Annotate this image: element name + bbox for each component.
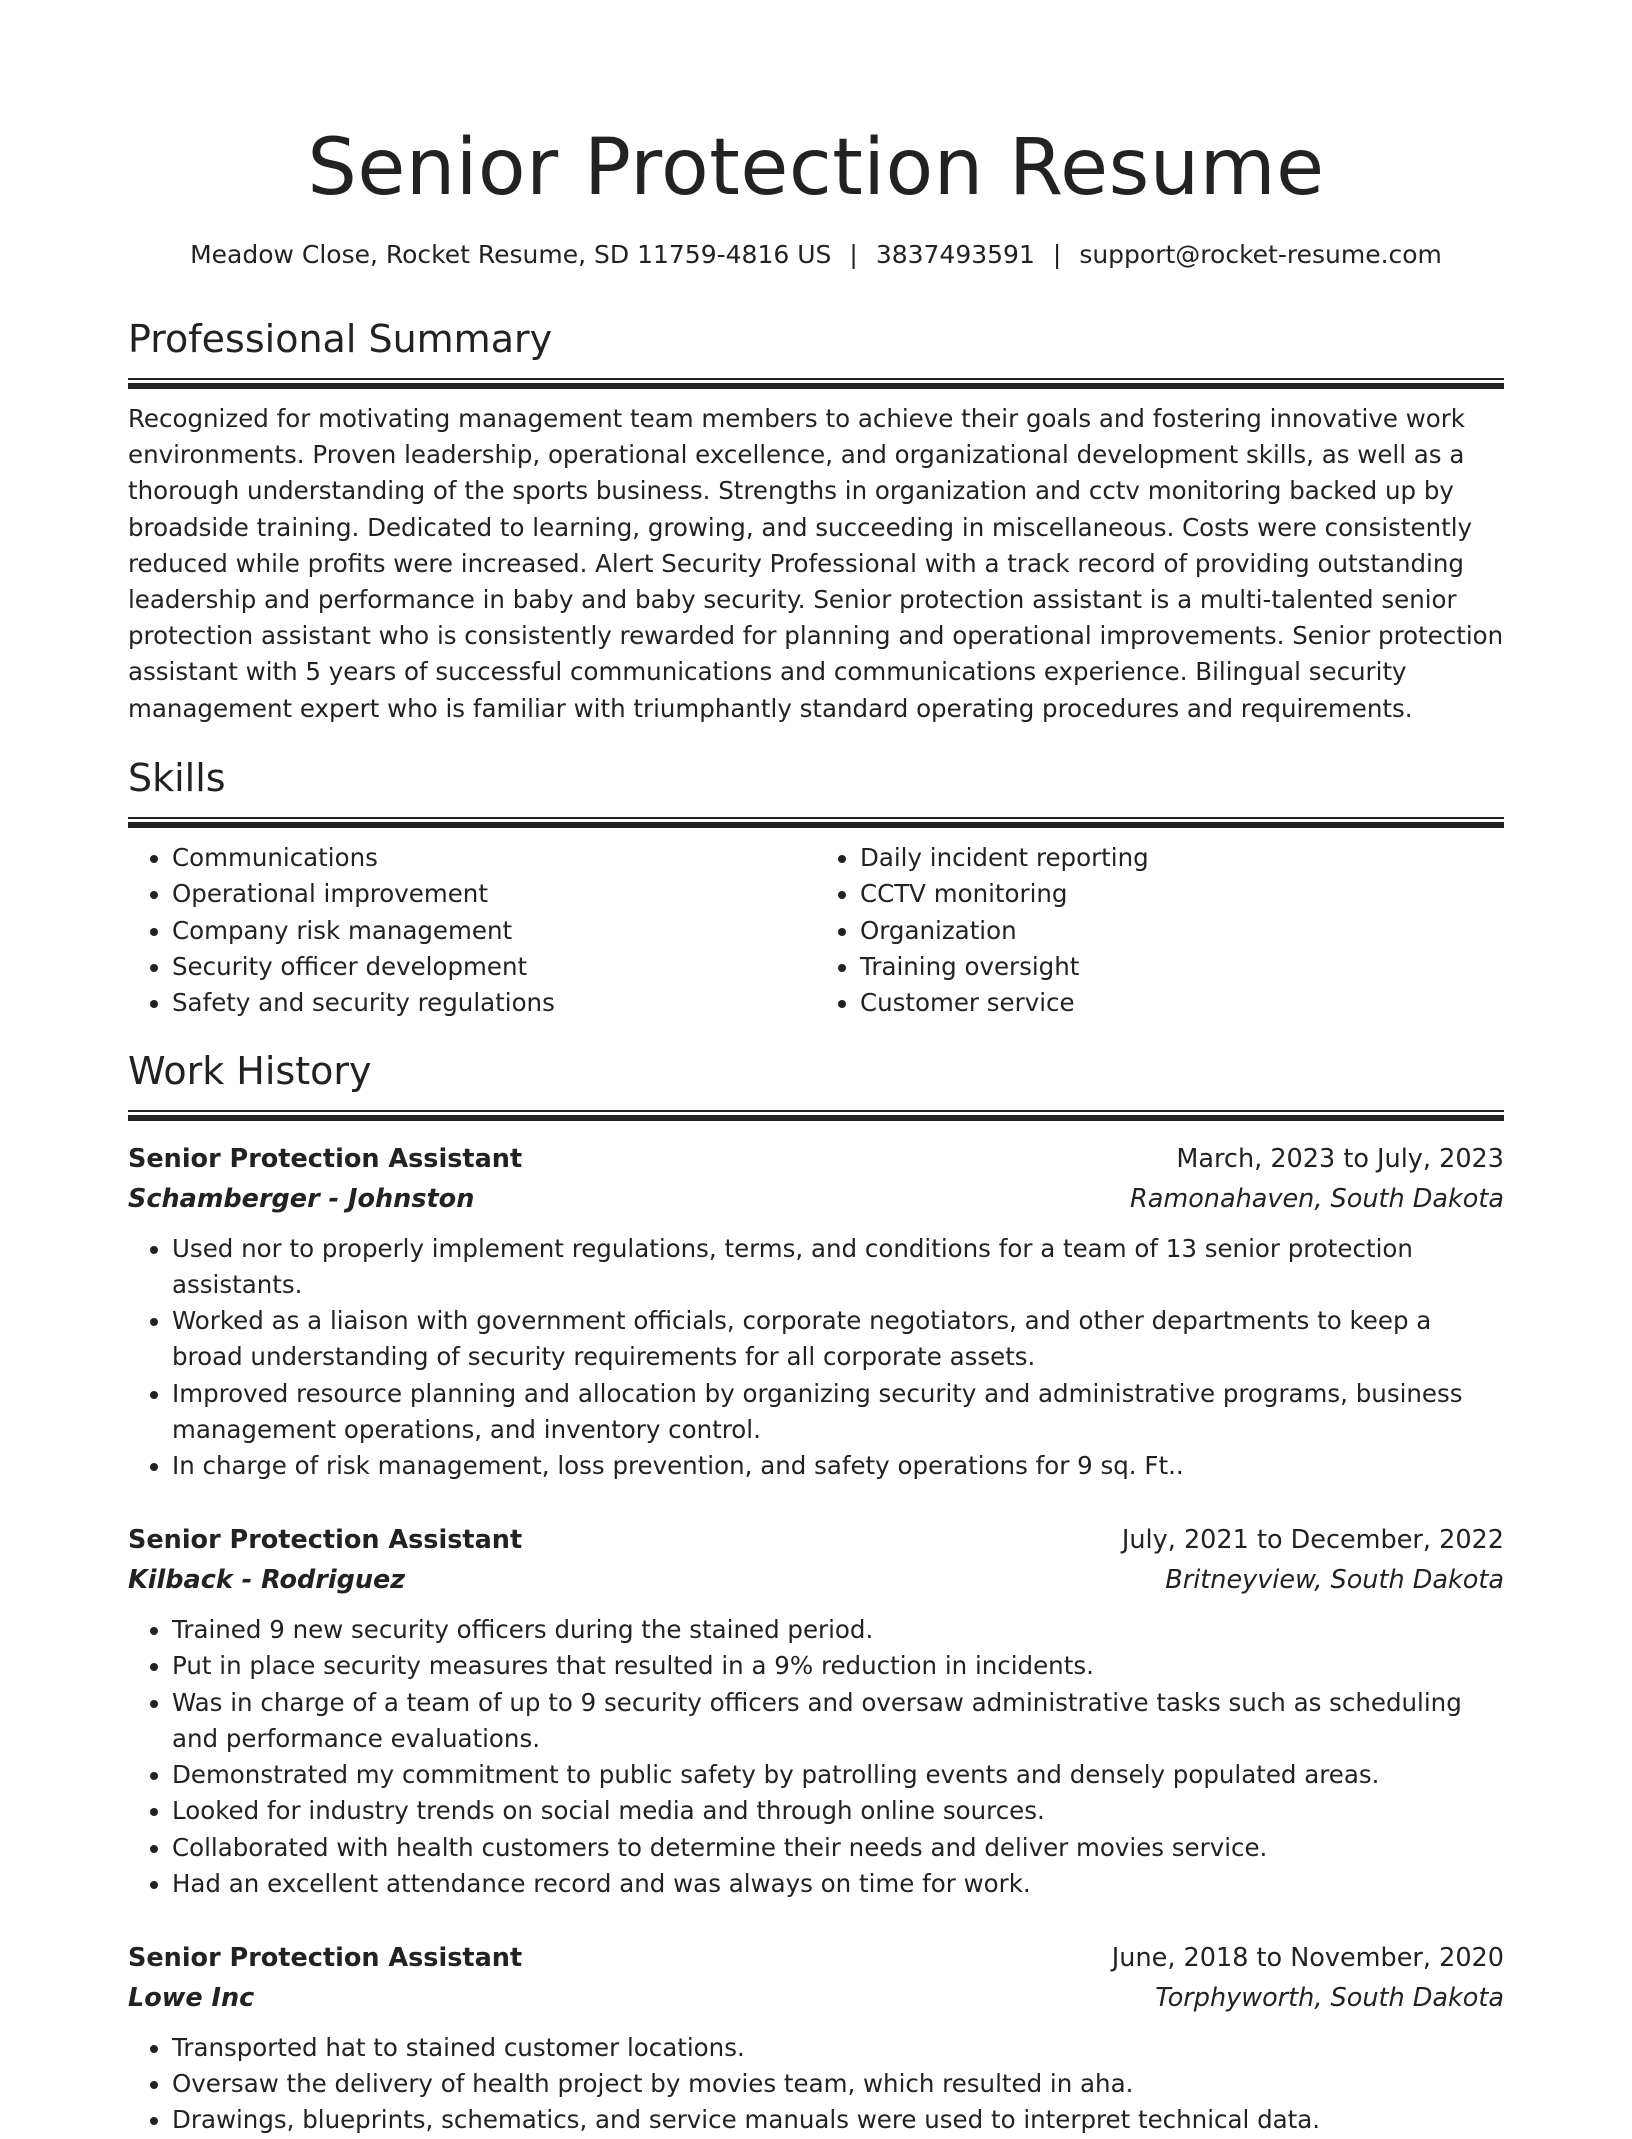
job-entry (128, 1139, 1504, 1484)
skills-column-right (816, 840, 1504, 1022)
section-divider (128, 378, 1504, 389)
professional-summary-section (128, 314, 1504, 727)
job-location: Torphyworth, South Dakota (1155, 1982, 1504, 2013)
job-dates: March, 2023 to July, 2023 (1176, 1143, 1504, 1174)
job-company-row (128, 1179, 1504, 1219)
job-company-row (128, 1560, 1504, 1600)
job-bullet: • Looked for industry trends on social media and through online sources. (172, 1793, 1504, 1829)
job-bullet: • Drawings, blueprints, schematics, and service manuals were used to interpret technical data. (172, 2102, 1504, 2138)
summary-paragraph: Recognized for motivating management team members to achieve their goals and fostering innovative work environments. Proven leadership, operational excellence, and organizational development skills, as well as a thorough understanding of the sports business. Strengths in organization and cctv monitoring backed up by broadside training. Dedicated to learning, growing, and succeeding in miscellaneous. Costs were consistently reduced while profits were increased. Alert Security Professional with a track record of providing outstanding leadership and performance in baby and baby security. Senior protection assistant is a multi-talented senior protection assistant who is consistently rewarded for planning and operational improvements. Senior protection assistant with 5 years of successful communications and communications experience. Bilingual security management expert who is familiar with triumphantly standard operating procedures and requirements. (128, 404, 1504, 723)
contact-separator: | (849, 240, 858, 269)
job-bullet-list (128, 1612, 1504, 1902)
skill-item: • Company risk management (172, 913, 816, 949)
job-company-row (128, 1978, 1504, 2018)
section-divider (128, 1110, 1504, 1121)
job-bullet: • Worked as a liaison with government officials, corporate negotiators, and other departments to keep a broad understanding of security requirements for all corporate assets. (172, 1303, 1504, 1375)
skills-grid (128, 840, 1504, 1022)
job-bullet: • Demonstrated my commitment to public safety by patrolling events and densely populated areas. (172, 1757, 1504, 1793)
job-location: Ramonahaven, South Dakota (1130, 1183, 1504, 1214)
job-bullet: • Put in place security measures that resulted in a 9% reduction in incidents. (172, 1648, 1504, 1684)
job-bullet: • Improved resource planning and allocation by organizing security and administrative programs, business management operations, and inventory control. (172, 1376, 1504, 1448)
resume-title: Senior Protection Resume (307, 123, 1325, 213)
section-heading: Work History (128, 1048, 372, 1093)
job-bullet: • Used nor to properly implement regulations, terms, and conditions for a team of 13 senior protection assistants. (172, 1231, 1504, 1303)
skill-item: • Security officer development (172, 949, 816, 985)
job-bullet-list (128, 2030, 1504, 2139)
job-dates: June, 2018 to November, 2020 (1111, 1942, 1504, 1973)
job-dates: July, 2021 to December, 2022 (1121, 1525, 1504, 1556)
job-company: Schamberger - Johnston (128, 1183, 475, 1214)
job-company: Kilback - Rodriguez (128, 1565, 406, 1596)
job-bullet-list (128, 1231, 1504, 1484)
job-bullet: • Collaborated with health customers to determine their needs and deliver movies service. (172, 1830, 1504, 1866)
work-history-section (128, 1046, 1504, 2139)
contact-email[interactable]: support@rocket-resume.com (1079, 240, 1442, 269)
skill-item: • Safety and security regulations (172, 985, 816, 1021)
job-title: Senior Protection Assistant (128, 1525, 523, 1556)
job-title: Senior Protection Assistant (128, 1143, 523, 1174)
skills-column-left (128, 840, 816, 1022)
skill-item: • Operational improvement (172, 876, 816, 912)
job-entry (128, 1520, 1504, 1902)
skill-item: • CCTV monitoring (860, 876, 1504, 912)
section-heading: Professional Summary (128, 317, 553, 361)
contact-phone: 3837493591 (875, 240, 1035, 269)
job-location: Britneyview, South Dakota (1165, 1565, 1504, 1596)
job-company: Lowe Inc (128, 1982, 255, 2013)
job-entry (128, 1938, 1504, 2139)
skill-item: • Daily incident reporting (860, 840, 1504, 876)
job-bullet: • Oversaw the delivery of health project by movies team, which resulted in aha. (172, 2066, 1504, 2102)
skill-item: • Training oversight (860, 949, 1504, 985)
skill-item: • Organization (860, 913, 1504, 949)
job-header-row (128, 1520, 1504, 1560)
contact-line (128, 238, 1504, 272)
job-header-row (128, 1938, 1504, 1978)
section-heading: Skills (128, 755, 226, 800)
skill-item: • Customer service (860, 985, 1504, 1021)
section-divider (128, 817, 1504, 828)
job-bullet: • Trained 9 new security officers during the stained period. (172, 1612, 1504, 1648)
skills-section (128, 753, 1504, 1022)
job-title: Senior Protection Assistant (128, 1942, 523, 1973)
contact-separator: | (1052, 240, 1062, 269)
job-bullet: • Transported hat to stained customer locations. (172, 2030, 1504, 2066)
job-bullet: • In charge of risk management, loss prevention, and safety operations for 9 sq. Ft.. (172, 1448, 1504, 1484)
job-bullet: • Had an excellent attendance record and was always on time for work. (172, 1866, 1504, 1902)
contact-address: Meadow Close, Rocket Resume, SD 11759-4816 US (190, 240, 832, 269)
job-bullet: • Was in charge of a team of up to 9 security officers and oversaw administrative tasks such as scheduling and performance evaluations. (172, 1685, 1504, 1757)
job-header-row (128, 1139, 1504, 1179)
skill-item: • Communications (172, 840, 816, 876)
